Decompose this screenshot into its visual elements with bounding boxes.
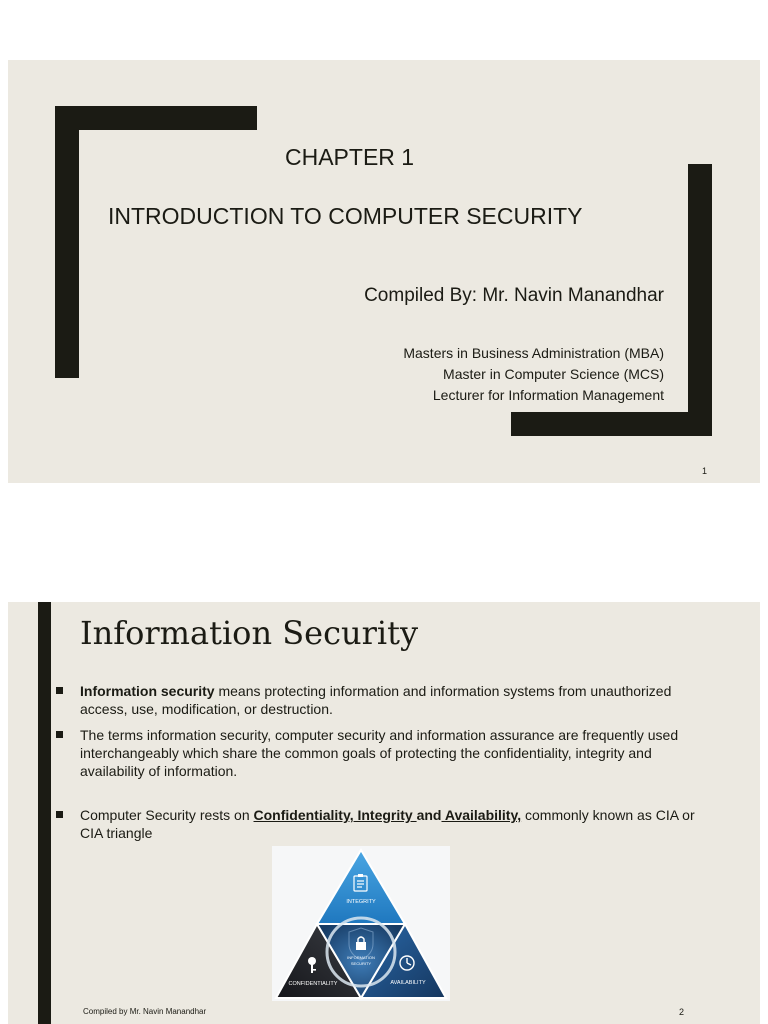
chapter-title: INTRODUCTION TO COMPUTER SECURITY — [108, 203, 583, 229]
bullet-text: commonly known as CIA or CIA triangle — [80, 807, 695, 841]
bullet-text: means protecting information and information systems from unauthorized access, use, modification, or destruction. — [80, 683, 672, 717]
bullet-item — [56, 806, 706, 842]
title-slide — [8, 60, 760, 483]
credential-line: Lecturer for Information Management — [432, 387, 664, 403]
chapter-label: CHAPTER 1 — [285, 144, 415, 170]
author-line: Compiled By: Mr. Navin Manandhar — [364, 285, 664, 306]
bullet-text: The terms information security, computer security and information assurance are frequently used interchangeably which share the common goals of protecting the confidentiality, integrity and availability of information. — [80, 727, 679, 779]
slide-footer: Compiled by Mr. Navin Manandhar — [83, 1007, 207, 1016]
cia-term-availability: Availability, — [441, 807, 522, 823]
bullet-list — [56, 682, 706, 850]
bracket-top-left-vertical — [55, 106, 79, 378]
bullet-marker — [56, 811, 63, 818]
center-label-line2: SECURITY — [350, 961, 372, 966]
bullet-text: Computer Security rests on — [80, 807, 254, 823]
bullet-term: Information security — [80, 683, 215, 699]
confidentiality-label: CONFIDENTIALITY — [288, 981, 338, 987]
slide-title: Information Security — [80, 614, 419, 652]
bracket-bottom-right-horizontal — [511, 412, 712, 436]
bullet-text-and: and — [416, 807, 442, 823]
credential-line: Master in Computer Science (MCS) — [443, 366, 664, 382]
bracket-top-left-horizontal — [55, 106, 257, 130]
cia-triangle-svg — [272, 846, 450, 1001]
author-credentials — [403, 343, 664, 406]
bracket-bottom-right-vertical — [688, 164, 712, 436]
integrity-label: INTEGRITY — [346, 899, 376, 905]
bullet-marker — [56, 731, 63, 738]
bullet-marker — [56, 687, 63, 694]
slide-number: 2 — [679, 1007, 685, 1017]
left-accent-bar — [38, 602, 51, 1024]
credential-line: Masters in Business Administration (MBA) — [403, 345, 664, 361]
availability-label: AVAILABILITY — [390, 980, 426, 986]
center-label-line1: INFORMATION — [347, 955, 375, 960]
bullet-item — [56, 726, 706, 780]
cia-term-confidentiality-integrity: Confidentiality, Integrity — [253, 807, 417, 823]
slide-number: 1 — [702, 466, 708, 476]
content-slide — [8, 602, 760, 1024]
bullet-item — [56, 682, 706, 718]
cia-triangle-diagram — [272, 846, 450, 1001]
